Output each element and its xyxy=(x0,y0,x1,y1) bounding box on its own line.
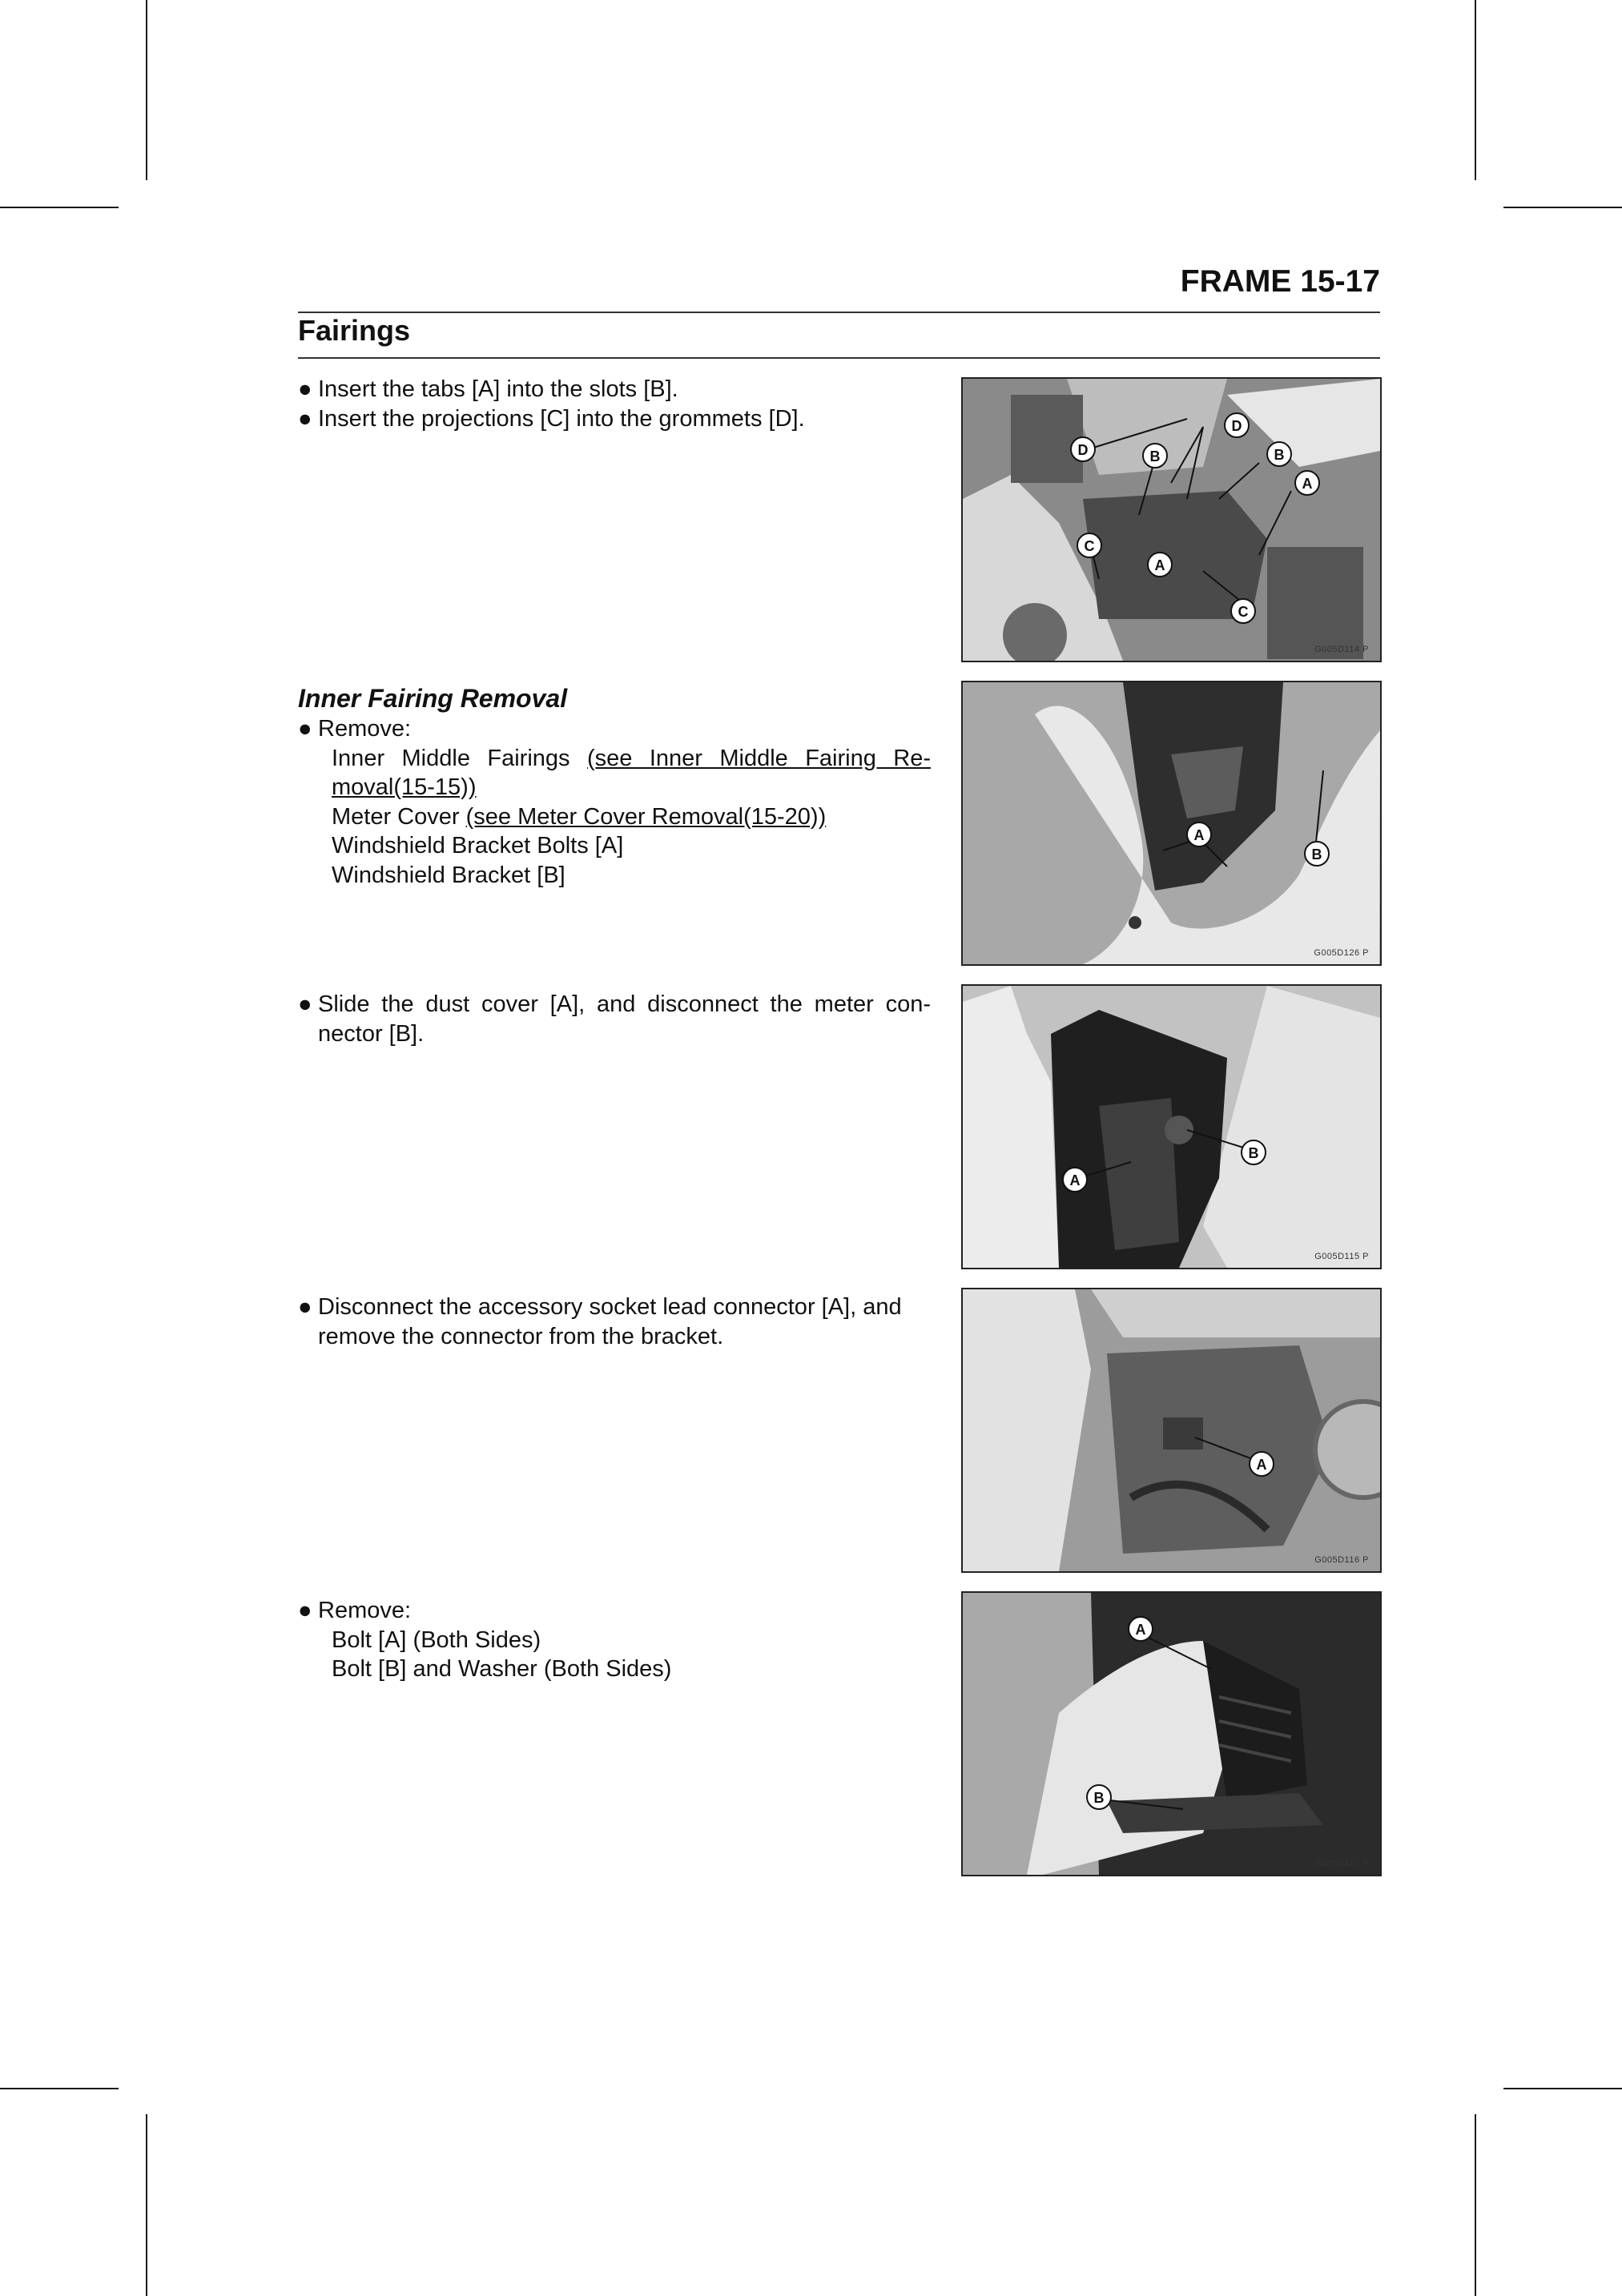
photo-illustration xyxy=(963,379,1380,661)
photo-illustration xyxy=(963,1289,1380,1571)
callout-label: D xyxy=(1077,442,1089,458)
remove-item: Bolt [B] and Washer (Both Sides) xyxy=(332,1656,672,1682)
photo-illustration xyxy=(963,1593,1380,1875)
item-text: Meter Cover xyxy=(332,803,466,830)
cross-reference-link[interactable]: moval(15-15)) xyxy=(332,774,477,800)
crop-mark xyxy=(1503,2088,1622,2089)
crop-mark xyxy=(1475,0,1476,180)
step-accessory-connector xyxy=(298,1293,931,1351)
figure-code: G005D116 P xyxy=(1314,1555,1369,1565)
callout-label: A xyxy=(1302,476,1313,492)
crop-mark xyxy=(1475,2114,1476,2296)
bullet: ● xyxy=(298,1294,312,1320)
step-text: Insert the projections [C] into the grommets [D]. xyxy=(318,405,805,432)
section-rule xyxy=(298,357,1380,359)
callout-label: B xyxy=(1248,1145,1259,1161)
cross-reference-link[interactable]: (see Meter Cover Removal(15-20)) xyxy=(465,803,827,830)
remove-item: Windshield Bracket Bolts [A] xyxy=(332,833,624,858)
subsection-heading: Inner Fairing Removal xyxy=(298,684,568,713)
crop-mark xyxy=(1503,207,1622,208)
callout-label: A xyxy=(1256,1457,1267,1473)
remove-item: Windshield Bracket [B] xyxy=(332,862,565,888)
remove-label: Remove: xyxy=(318,1598,412,1623)
remove-item-cont xyxy=(298,773,931,802)
bullet: ● xyxy=(298,716,312,742)
callout-label: A xyxy=(1069,1172,1081,1188)
bullet: ● xyxy=(298,376,312,402)
remove-label: Remove: xyxy=(318,716,412,742)
callout-label: A xyxy=(1135,1622,1146,1638)
step-text: Disconnect the accessory socket lead connector [A], and xyxy=(318,1294,902,1320)
callout-label: B xyxy=(1149,448,1161,464)
cross-reference-link[interactable]: (see Inner Middle Fairing Re- xyxy=(586,745,932,771)
step-text: nector [B]. xyxy=(318,1020,425,1047)
crop-mark xyxy=(0,2088,119,2089)
figure-fairing-tabs-photo xyxy=(961,377,1382,662)
bullet: ● xyxy=(298,1598,312,1623)
step-remove-bolts xyxy=(298,1596,931,1684)
callout-label: A xyxy=(1154,557,1165,573)
callout-label: C xyxy=(1238,604,1249,620)
item-text: Inner Middle Fairings xyxy=(332,745,587,771)
callout-label: A xyxy=(1193,827,1205,843)
figure-code: G005D126 P xyxy=(1314,948,1369,958)
bullet: ● xyxy=(298,991,312,1017)
figure-code: G005D115 P xyxy=(1314,1252,1369,1261)
crop-mark xyxy=(0,207,119,208)
remove-item xyxy=(298,802,931,832)
step-text: Slide the dust cover [A], and disconnect the meter con- xyxy=(318,991,931,1017)
figure-bolts-photo xyxy=(961,1591,1382,1876)
figure-windshield-bracket-photo xyxy=(961,681,1382,966)
section-title: Fairings xyxy=(298,314,411,347)
callout-label: C xyxy=(1084,538,1095,554)
header-rule xyxy=(298,312,1380,313)
figure-code: G005D114 P xyxy=(1314,645,1369,654)
photo-illustration xyxy=(963,986,1380,1268)
callout-label: B xyxy=(1274,447,1285,463)
bullet: ● xyxy=(298,405,312,432)
figure-code: G005D117 P xyxy=(1314,1859,1369,1868)
callout-label: B xyxy=(1311,846,1322,863)
step-inner-fairing-removal xyxy=(298,682,931,890)
step-dust-cover xyxy=(298,990,931,1048)
step-insert-tabs xyxy=(298,375,931,433)
photo-illustration xyxy=(963,682,1380,964)
step-text: Insert the tabs [A] into the slots [B]. xyxy=(318,376,678,402)
page-header-title: FRAME 15-17 xyxy=(1180,264,1380,299)
remove-item xyxy=(298,744,931,774)
step-text: remove the connector from the bracket. xyxy=(318,1323,724,1349)
figure-accessory-connector-photo xyxy=(961,1288,1382,1573)
remove-item: Bolt [A] (Both Sides) xyxy=(332,1627,541,1653)
figure-dust-cover-photo xyxy=(961,984,1382,1269)
crop-mark xyxy=(146,2114,147,2296)
callout-label: B xyxy=(1093,1790,1105,1806)
callout-label: D xyxy=(1231,418,1242,434)
crop-mark xyxy=(146,0,147,180)
